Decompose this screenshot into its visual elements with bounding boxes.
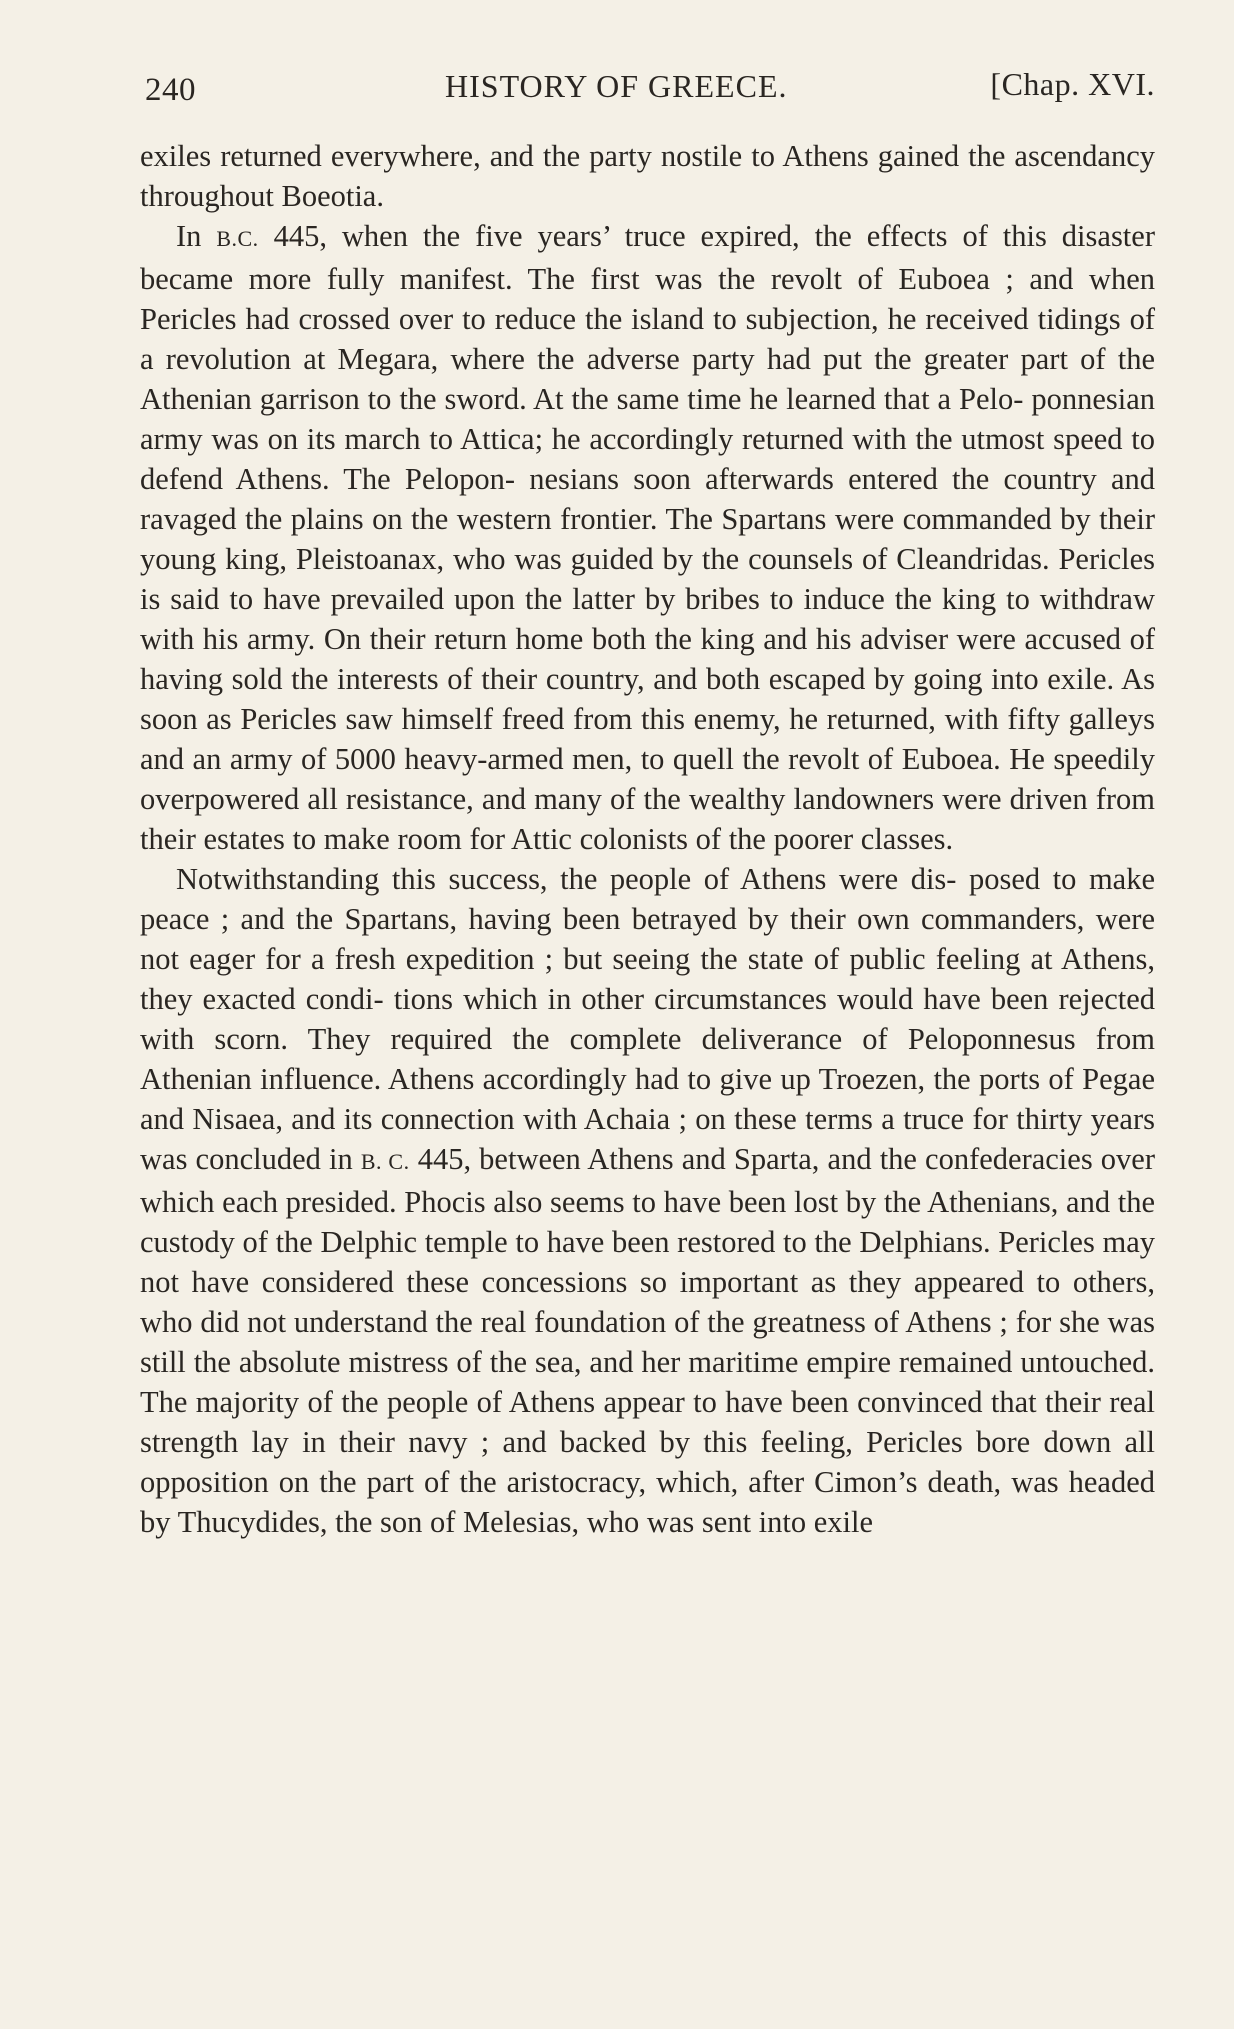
paragraph-3-text-after: 445, between Athens and Sparta, and the confederacies over which each presided. Phocis also seems to have been lost by the Athenians, and the custody of the Delphic temple to have been restored to the Delphians. Pericles may not have considered these concessions so important as they appeared to others, who did not understand the real foundation of the greatness of Athens ; for she was still the absolute mistress of the sea, and her maritime empire remained untouched. The majority of the people of Athens appear to have been convinced that their real strength lay in their navy ; and backed by this feeling, Pericles bore down all opposition on the part of the aristocracy, which, after Cimon’s death, was headed by Thucydides, the son of Melesias, who was sent into exile — [140, 1142, 1155, 1539]
paragraph-2-prefix: In — [176, 219, 217, 253]
paragraph-2-text: 445, when the five years’ truce expired, the effects of this disaster became more fully manifest. The first was the revolt of Euboea ; and when Pericles had crossed over to reduce the island to subjection, he received tidings of a revolution at Megara, where the adverse party had put the greater part of the Athenian garrison to the sword. At the same time he learned that a Pelo- ponnesian army was on its march to Attica; he accordingly returned with the utmost speed to defend Athens. The Pelopon- nesians soon afterwards entered the country and ravaged the plains on the western frontier. The Spartans were commanded by their young king, Pleistoanax, who was guided by the counsels of Cleandridas. Pericles is said to have prevailed upon the latter by bribes to induce the king to withdraw with his army. On their return home both the king and his adviser were accused of having sold the interests of their country, and both escaped by going into exile. As soon as Pericles saw himself freed from this enemy, he returned, with fifty galleys and an army of 5000 heavy-armed men, to quell the revolt of Euboea. He speedily overpowered all resistance, and many of the wealthy landowners were driven from their estates to make room for Attic colonists of the poorer classes. — [140, 219, 1155, 856]
era-marker: B.C. — [216, 226, 259, 251]
paragraph-1 — [140, 136, 1155, 216]
page-number: 240 — [145, 72, 196, 108]
paragraph-2 — [140, 216, 1155, 859]
paragraph-3 — [140, 859, 1155, 1542]
paragraph-1-text: exiles returned everywhere, and the party nostile to Athens gained the ascendancy throughout Boeotia. — [140, 139, 1155, 213]
running-head — [145, 60, 1155, 110]
chapter-label: [Chap. XVI. — [990, 66, 1155, 102]
paragraph-3-text-before: Notwithstanding this success, the people of Athens were dis- posed to make peace ; and the Spartans, having been betrayed by their own commanders, were not eager for a fresh expedition ; but seeing the state of public feeling at Athens, they exacted condi- tions which in other circumstances would have been rejected with scorn. They required the complete deliverance of Peloponnesus from Athenian influence. Athens accordingly had to give up Troezen, the ports of Pegae and Nisaea, and its connection with Achaia ; on these terms a truce for thirty years was concluded in — [140, 862, 1155, 1176]
body-text — [140, 136, 1155, 1542]
era-marker: B. C. — [360, 1149, 410, 1174]
book-title: HISTORY OF GREECE. — [445, 68, 788, 104]
